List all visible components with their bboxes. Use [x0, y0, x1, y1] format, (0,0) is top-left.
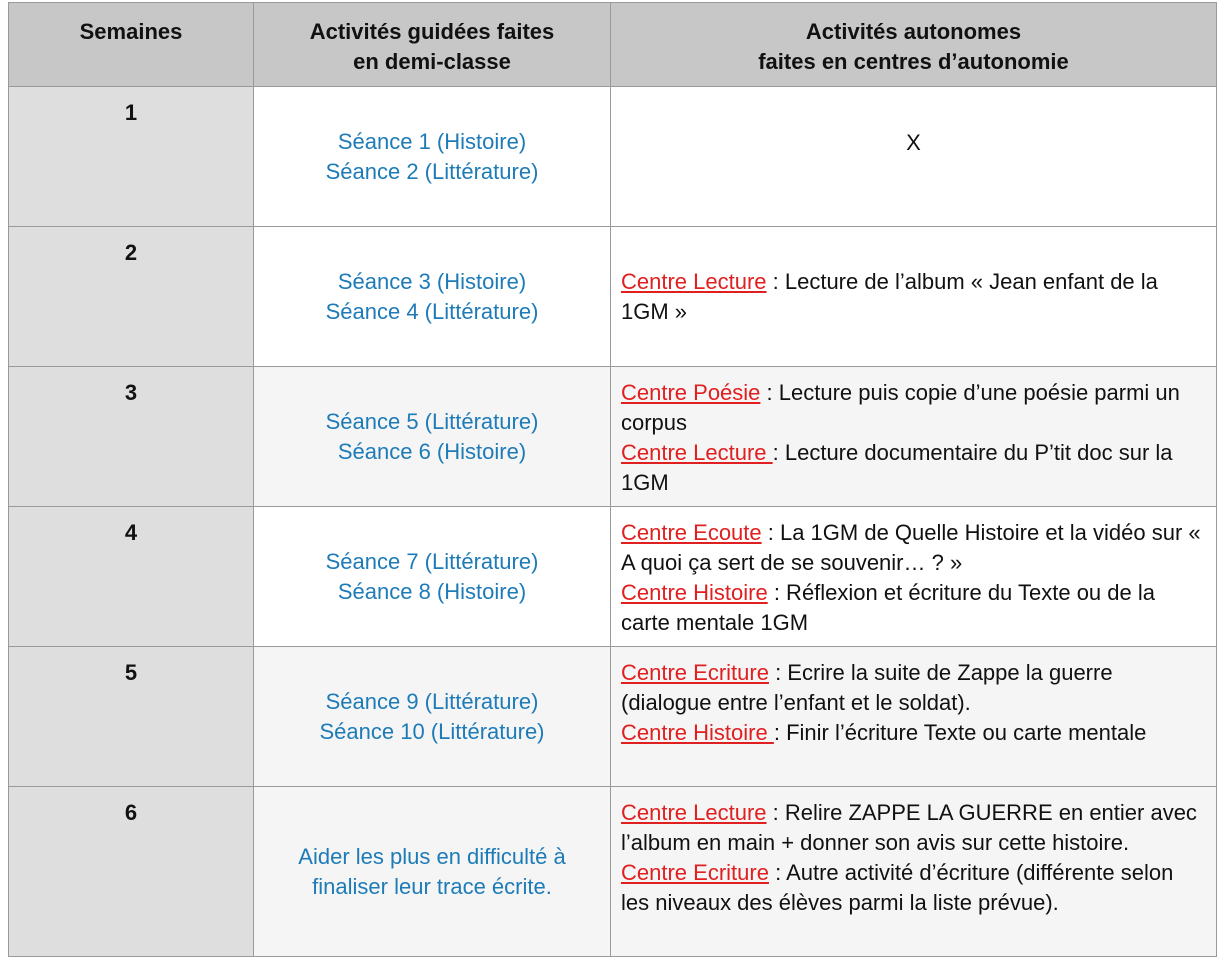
- centre-description: : Lecture de l’album « Jean enfant de la 1GM »: [621, 268, 1158, 324]
- header-weeks: [9, 3, 254, 87]
- guided-activities: [254, 227, 611, 367]
- autonomous-activities: [611, 787, 1217, 957]
- autonomous-activities: [611, 647, 1217, 787]
- centre-link[interactable]: Centre Lecture: [621, 268, 767, 294]
- guided-activities: [254, 787, 611, 957]
- header-guided-line2: en demi-classe: [353, 49, 511, 74]
- planning-table: [8, 2, 1217, 957]
- guided-item: Séance 6 (Histoire): [337, 438, 527, 464]
- centre-link[interactable]: Centre Ecriture: [621, 660, 769, 685]
- centre-link[interactable]: Centre Histoire: [621, 720, 774, 745]
- header-guided: [254, 3, 611, 87]
- centre-entry: [621, 438, 1206, 498]
- centre-description: : Lecture puis copie d’une poésie parmi un corpus: [621, 380, 1180, 435]
- header-row: [9, 3, 1217, 87]
- table-row: [9, 367, 1217, 507]
- week-number: 5: [9, 647, 254, 787]
- guided-item: Séance 5 (Littérature): [325, 408, 539, 434]
- autonomous-activities: [611, 507, 1217, 647]
- week-number: 2: [9, 227, 254, 367]
- guided-item: Aider les plus en difficulté à: [298, 843, 566, 869]
- centre-link[interactable]: Centre Poésie: [621, 380, 761, 405]
- centre-link[interactable]: Centre Histoire: [621, 580, 768, 605]
- header-weeks-label: Semaines: [79, 19, 183, 44]
- table-row: [9, 647, 1217, 787]
- guided-item: Séance 8 (Histoire): [337, 578, 527, 604]
- header-auto-line2: faites en centres d’autonomie: [758, 49, 1069, 74]
- guided-activities: [254, 367, 611, 507]
- table-row: [9, 227, 1217, 367]
- guided-activities: [254, 647, 611, 787]
- centre-description: : Ecrire la suite de Zappe la guerre (dialogue entre l’enfant et le soldat).: [621, 660, 1113, 715]
- week-number: 3: [9, 367, 254, 507]
- centre-link[interactable]: Centre Lecture: [621, 440, 773, 465]
- autonomous-activities: [611, 227, 1217, 367]
- autonomous-activities: [611, 367, 1217, 507]
- guided-item: Séance 4 (Littérature): [325, 298, 539, 324]
- guided-activities: [254, 87, 611, 227]
- centre-entry: [621, 518, 1206, 578]
- guided-item: Séance 1 (Histoire): [337, 128, 527, 154]
- table-row: [9, 87, 1217, 227]
- guided-item: Séance 10 (Littérature): [319, 718, 545, 744]
- centre-link[interactable]: Centre Ecriture: [621, 860, 769, 885]
- centre-entry: [621, 658, 1206, 718]
- header-autonomous: [611, 3, 1217, 87]
- centre-description: : Lecture documentaire du P’tit doc sur la 1GM: [621, 440, 1173, 495]
- centre-entry: [621, 267, 1206, 327]
- guided-item: Séance 2 (Littérature): [325, 158, 539, 184]
- no-activity-mark: X: [906, 130, 921, 155]
- week-number: 1: [9, 87, 254, 227]
- table-row: [9, 507, 1217, 647]
- centre-description: : Autre activité d’écriture (différente selon les niveaux des élèves parmi la liste prévue).: [621, 860, 1174, 915]
- week-number: 6: [9, 787, 254, 957]
- guided-item: Séance 9 (Littérature): [325, 688, 539, 714]
- centre-entry: [621, 378, 1206, 438]
- centre-description: : Finir l’écriture Texte ou carte mentale: [773, 720, 1147, 745]
- guided-activities: [254, 507, 611, 647]
- guided-item: Séance 3 (Histoire): [337, 268, 527, 294]
- table-row: [9, 787, 1217, 957]
- header-guided-line1: Activités guidées faites: [309, 19, 555, 44]
- centre-entry: [621, 858, 1206, 918]
- autonomous-activities: [611, 87, 1217, 227]
- guided-item: Séance 7 (Littérature): [325, 548, 539, 574]
- week-number: 4: [9, 507, 254, 647]
- centre-description: : Réflexion et écriture du Texte ou de la carte mentale 1GM: [621, 580, 1155, 635]
- centre-entry: [621, 718, 1206, 748]
- centre-link[interactable]: Centre Lecture: [621, 800, 767, 825]
- centre-description: : Relire ZAPPE LA GUERRE en entier avec l’album en main + donner son avis sur cette histoire.: [621, 800, 1197, 855]
- centre-description: : La 1GM de Quelle Histoire et la vidéo sur « A quoi ça sert de se souvenir… ? »: [621, 520, 1201, 575]
- centre-entry: [621, 578, 1206, 638]
- guided-item: finaliser leur trace écrite.: [312, 873, 552, 899]
- centre-entry: [621, 798, 1206, 858]
- header-auto-line1: Activités autonomes: [805, 19, 1022, 44]
- centre-link[interactable]: Centre Ecoute: [621, 520, 762, 545]
